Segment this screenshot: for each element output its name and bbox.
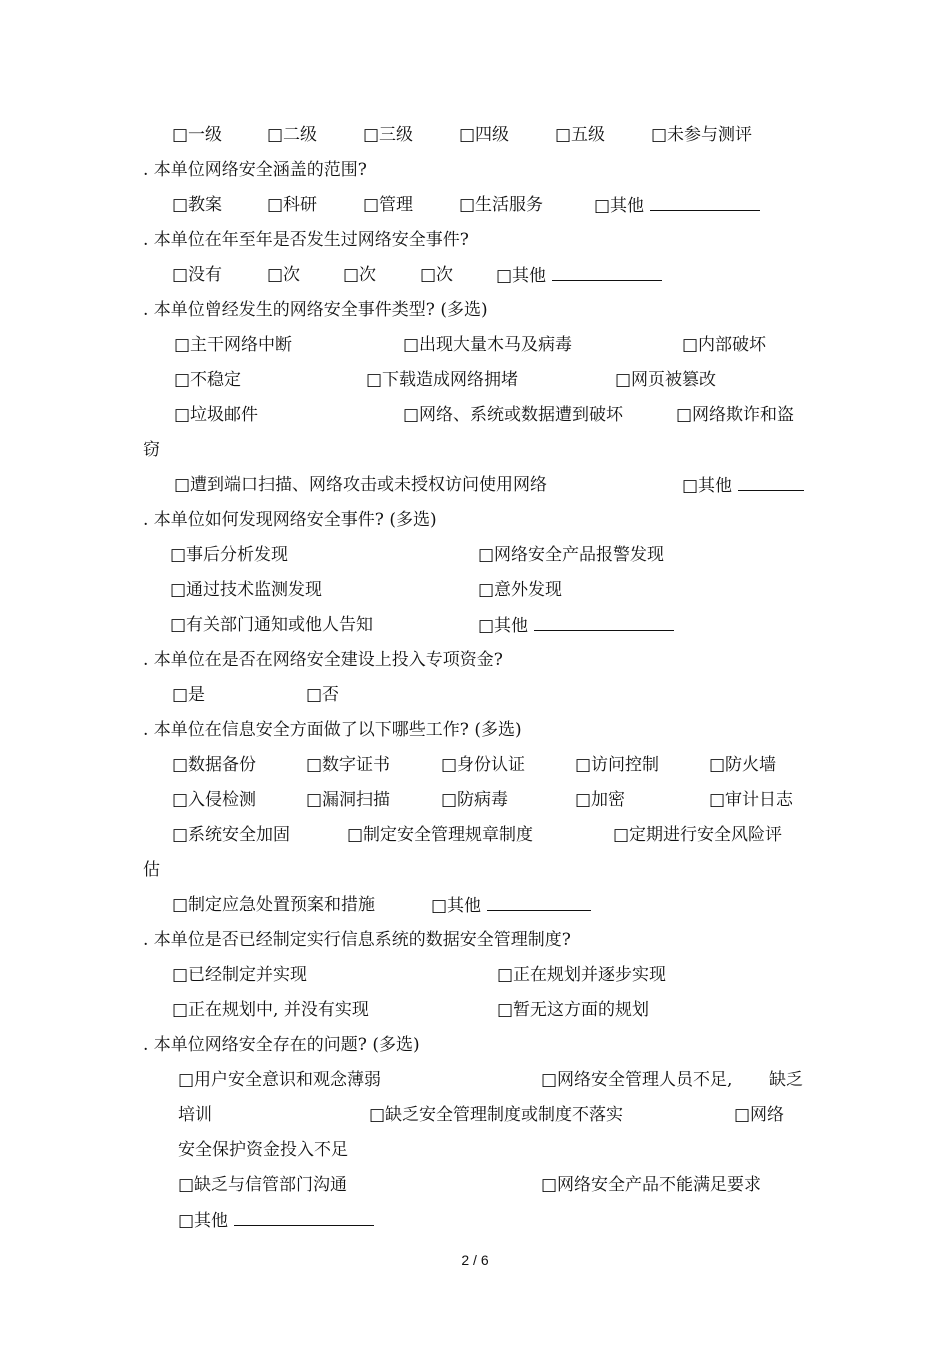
checkbox-option[interactable]: [174, 369, 241, 391]
option-label: □网络: [734, 1105, 785, 1125]
checkbox-option[interactable]: [682, 334, 766, 356]
checkbox-option[interactable]: [366, 369, 518, 391]
option-label: □网络安全管理人员不足,: [541, 1070, 733, 1090]
checkbox-option[interactable]: [172, 194, 222, 216]
option-label: □是: [172, 685, 206, 705]
option-label: □其他: [682, 476, 733, 496]
checkbox-option[interactable]: [306, 684, 339, 706]
checkbox-option[interactable]: [734, 1104, 784, 1126]
checkbox-option[interactable]: [172, 754, 256, 776]
checkbox-option[interactable]: [441, 789, 508, 811]
option-label: □其他: [594, 196, 645, 216]
checkbox-option[interactable]: [676, 404, 794, 426]
checkbox-option[interactable]: [682, 474, 804, 497]
option-label: □其他: [178, 1211, 229, 1231]
option-label: □网络、系统或数据遭到破坏: [403, 405, 624, 425]
checkbox-option[interactable]: [178, 1174, 347, 1196]
question-text: . 本单位如何发现网络安全事件? (多选): [143, 510, 437, 530]
option-label: □一级: [172, 125, 223, 145]
option-continuation-text: [143, 859, 160, 881]
option-label: □没有: [172, 265, 223, 285]
option-label: □管理: [363, 195, 414, 215]
option-label: □事后分析发现: [170, 545, 289, 565]
checkbox-option[interactable]: [709, 754, 776, 776]
checkbox-option[interactable]: [709, 789, 793, 811]
option-label: □未参与测评: [651, 125, 753, 145]
fill-in-blank[interactable]: [738, 474, 804, 491]
checkbox-option[interactable]: [172, 964, 307, 986]
option-label: 缺乏: [769, 1070, 803, 1090]
option-label: □三级: [363, 125, 414, 145]
option-label: □内部破坏: [682, 335, 767, 355]
option-label: □防病毒: [441, 790, 509, 810]
option-label: □漏洞扫描: [306, 790, 391, 810]
option-label: □次: [343, 265, 377, 285]
checkbox-option[interactable]: [174, 334, 292, 356]
option-continuation-text: [178, 1104, 212, 1126]
checkbox-option[interactable]: [651, 124, 752, 146]
checkbox-option[interactable]: [174, 474, 547, 496]
checkbox-option[interactable]: [172, 789, 256, 811]
checkbox-option[interactable]: [170, 614, 373, 636]
checkbox-option[interactable]: [267, 264, 300, 286]
option-label: □防火墙: [709, 755, 777, 775]
fill-in-blank[interactable]: [650, 194, 760, 211]
option-label: 培训: [178, 1105, 212, 1125]
option-label: □科研: [267, 195, 318, 215]
checkbox-option[interactable]: [170, 579, 322, 601]
option-label: □正在规划中, 并没有实现: [172, 1000, 369, 1020]
option-label: □意外发现: [478, 580, 563, 600]
option-label: □其他: [496, 266, 547, 286]
checkbox-option[interactable]: [613, 824, 782, 846]
fill-in-blank[interactable]: [234, 1209, 374, 1226]
option-label: □下载造成网络拥堵: [366, 370, 519, 390]
option-label: □正在规划并逐步实现: [497, 965, 667, 985]
checkbox-option[interactable]: [174, 404, 258, 426]
option-label: □其他: [431, 896, 482, 916]
option-label: □系统安全加固: [172, 825, 291, 845]
question-text: . 本单位是否已经制定实行信息系统的数据安全管理制度?: [143, 930, 571, 950]
option-label: □教案: [172, 195, 223, 215]
option-label: □网络安全产品不能满足要求: [541, 1175, 762, 1195]
option-label: 安全保护资金投入不足: [178, 1140, 348, 1160]
option-label: □有关部门通知或他人告知: [170, 615, 374, 635]
option-label: □网页被篡改: [615, 370, 717, 390]
question-text: . 本单位在信息安全方面做了以下哪些工作? (多选): [143, 720, 522, 740]
checkbox-option[interactable]: [267, 194, 317, 216]
fill-in-blank[interactable]: [487, 894, 591, 911]
checkbox-option[interactable]: [172, 684, 205, 706]
checkbox-option[interactable]: [478, 579, 562, 601]
option-label: □身份认证: [441, 755, 526, 775]
option-label: □否: [306, 685, 340, 705]
option-label: □审计日志: [709, 790, 794, 810]
checkbox-option[interactable]: [575, 789, 625, 811]
checkbox-option[interactable]: [363, 124, 413, 146]
checkbox-option[interactable]: [172, 264, 222, 286]
checkbox-option[interactable]: [178, 1069, 381, 1091]
checkbox-option[interactable]: [363, 194, 413, 216]
option-label: □网络欺诈和盗: [676, 405, 795, 425]
option-label: □出现大量木马及病毒: [403, 335, 573, 355]
checkbox-option[interactable]: [555, 124, 605, 146]
checkbox-option[interactable]: [541, 1069, 732, 1091]
option-label: □已经制定并实现: [172, 965, 308, 985]
option-label: □次: [420, 265, 454, 285]
option-label: □其他: [478, 616, 529, 636]
option-label: 窃: [143, 440, 160, 460]
checkbox-option[interactable]: [403, 404, 623, 426]
checkbox-option[interactable]: [497, 964, 666, 986]
checkbox-option[interactable]: [172, 124, 222, 146]
option-label: □主干网络中断: [174, 335, 293, 355]
checkbox-option[interactable]: [172, 999, 369, 1021]
option-label: □五级: [555, 125, 606, 145]
checkbox-option[interactable]: [267, 124, 317, 146]
checkbox-option[interactable]: [172, 894, 375, 916]
page-number: 2 / 6: [461, 1252, 489, 1268]
checkbox-option[interactable]: [575, 754, 659, 776]
fill-in-blank[interactable]: [534, 614, 674, 631]
checkbox-option[interactable]: [615, 369, 716, 391]
option-label: □制定应急处置预案和措施: [172, 895, 376, 915]
checkbox-option[interactable]: [306, 754, 390, 776]
checkbox-option[interactable]: [441, 754, 525, 776]
option-label: □次: [267, 265, 301, 285]
option-label: □网络安全产品报警发现: [478, 545, 665, 565]
option-continuation-text: [769, 1069, 803, 1091]
checkbox-option[interactable]: [496, 264, 662, 287]
option-label: □访问控制: [575, 755, 660, 775]
option-label: □数据备份: [172, 755, 257, 775]
question-text: . 本单位曾经发生的网络安全事件类型? (多选): [143, 300, 488, 320]
option-label: □缺乏与信管部门沟通: [178, 1175, 348, 1195]
option-label: □用户安全意识和观念薄弱: [178, 1070, 382, 1090]
checkbox-option[interactable]: [306, 789, 390, 811]
option-label: □暂无这方面的规划: [497, 1000, 650, 1020]
checkbox-option[interactable]: [478, 614, 674, 637]
checkbox-option[interactable]: [347, 824, 533, 846]
option-label: □二级: [267, 125, 318, 145]
question-text: . 本单位在年至年是否发生过网络安全事件?: [143, 230, 469, 250]
checkbox-option[interactable]: [403, 334, 572, 356]
checkbox-option[interactable]: [420, 264, 453, 286]
checkbox-option[interactable]: [369, 1104, 623, 1126]
checkbox-option[interactable]: [497, 999, 649, 1021]
option-label: □不稳定: [174, 370, 242, 390]
checkbox-option[interactable]: [459, 124, 509, 146]
option-label: □制定安全管理规章制度: [347, 825, 534, 845]
checkbox-option[interactable]: [459, 194, 543, 216]
option-continuation-text: [143, 439, 160, 461]
option-label: 估: [143, 860, 160, 880]
option-label: □定期进行安全风险评: [613, 825, 783, 845]
option-label: □缺乏安全管理制度或制度不落实: [369, 1105, 624, 1125]
checkbox-option[interactable]: [170, 544, 288, 566]
option-label: □生活服务: [459, 195, 544, 215]
question-text: . 本单位网络安全存在的问题? (多选): [143, 1035, 420, 1055]
option-label: □数字证书: [306, 755, 391, 775]
option-label: □四级: [459, 125, 510, 145]
checkbox-option[interactable]: [431, 894, 591, 917]
checkbox-option[interactable]: [172, 824, 290, 846]
option-label: □垃圾邮件: [174, 405, 259, 425]
checkbox-option[interactable]: [478, 544, 664, 566]
checkbox-option[interactable]: [594, 194, 760, 217]
option-label: □通过技术监测发现: [170, 580, 323, 600]
checkbox-option[interactable]: [343, 264, 376, 286]
question-text: . 本单位网络安全涵盖的范围?: [143, 160, 367, 180]
option-label: □加密: [575, 790, 626, 810]
option-label: □入侵检测: [172, 790, 257, 810]
checkbox-option[interactable]: [541, 1174, 761, 1196]
option-label: □遭到端口扫描、网络攻击或未授权访问使用网络: [174, 475, 548, 495]
fill-in-blank[interactable]: [552, 264, 662, 281]
option-continuation-text: [178, 1139, 348, 1161]
checkbox-option[interactable]: [178, 1209, 374, 1232]
question-text: . 本单位在是否在网络安全建设上投入专项资金?: [143, 650, 503, 670]
